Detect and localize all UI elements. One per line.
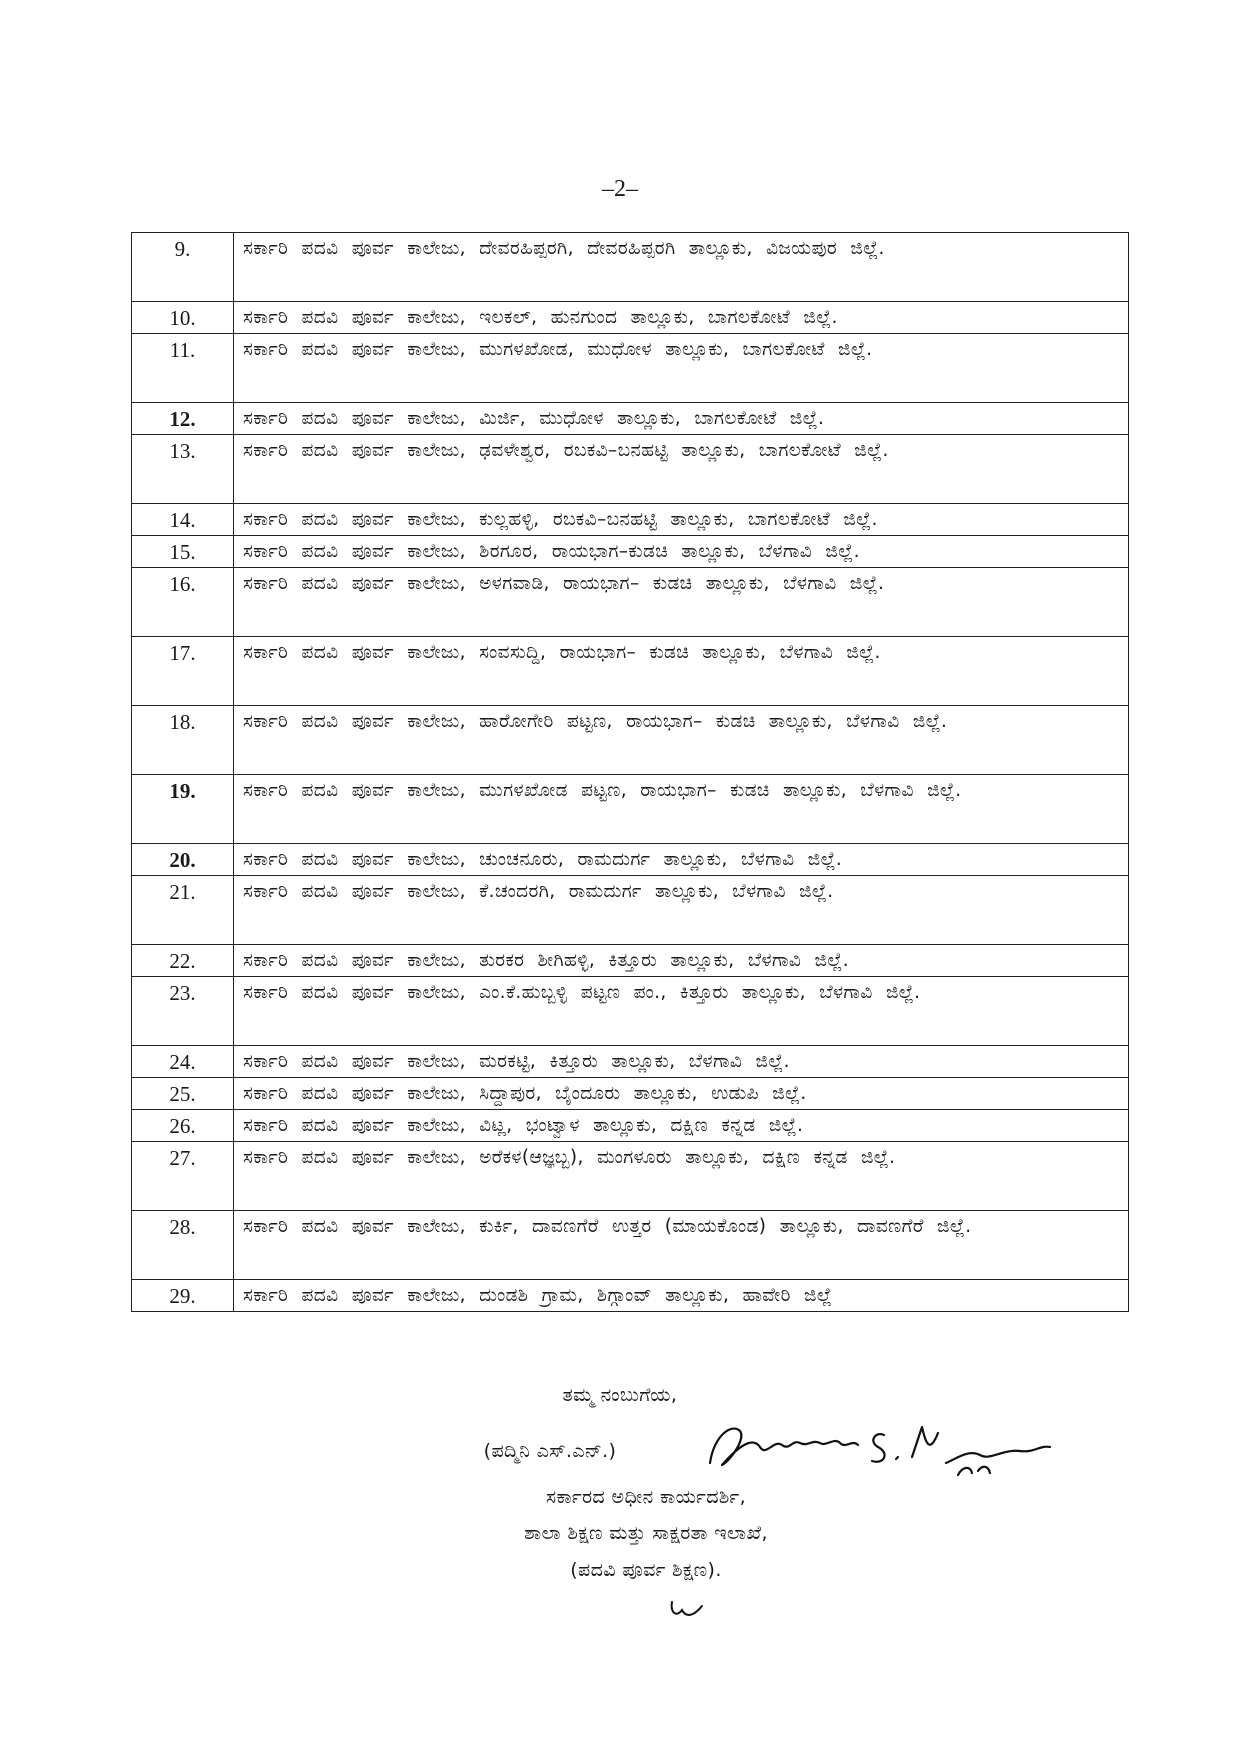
- entry-number: 25.: [132, 1078, 234, 1110]
- entry-text: ಸರ್ಕಾರಿ ಪದವಿ ಪೂರ್ವ ಕಾಲೇಜು, ತುರಕರ ಶೀಗಿಹಳ್ಳಿ, ಕಿತ್ತೂರು ತಾಲ್ಲೂಕು, ಬೆಳಗಾವಿ ಜಿಲ್ಲೆ.: [234, 945, 1129, 977]
- entry-number: 9.: [132, 233, 234, 302]
- entry-text: ಸರ್ಕಾರಿ ಪದವಿ ಪೂರ್ವ ಕಾಲೇಜು, ಸಂವಸುದ್ದಿ, ರಾಯಭಾಗ– ಕುಡಚಿ ತಾಲ್ಲೂಕು, ಬೆಳಗಾವಿ ಜಿಲ್ಲೆ.: [234, 637, 1129, 706]
- entry-text: ಸರ್ಕಾರಿ ಪದವಿ ಪೂರ್ವ ಕಾಲೇಜು, ಎಂ.ಕೆ.ಹುಬ್ಬಳ್ಳಿ ಪಟ್ಟಣ ಪಂ., ಕಿತ್ತೂರು ತಾಲ್ಲೂಕು, ಬೆಳಗಾವಿ ಜಿಲ್ಲೆ.: [234, 977, 1129, 1046]
- table-row: [132, 945, 1129, 977]
- entry-text: ಸರ್ಕಾರಿ ಪದವಿ ಪೂರ್ವ ಕಾಲೇಜು, ಢವಳೇಶ್ವರ, ರಬಕವಿ–ಬನಹಟ್ಟಿ ತಾಲ್ಲೂಕು, ಬಾಗಲಕೋಟೆ ಜಿಲ್ಲೆ.: [234, 435, 1129, 504]
- entry-number: 13.: [132, 435, 234, 504]
- entry-text: ಸರ್ಕಾರಿ ಪದವಿ ಪೂರ್ವ ಕಾಲೇಜು, ಕೆ.ಚಂದರಗಿ, ರಾಮದುರ್ಗ ತಾಲ್ಲೂಕು, ಬೆಳಗಾವಿ ಜಿಲ್ಲೆ.: [234, 876, 1129, 945]
- table-row: [132, 876, 1129, 945]
- entry-number: 16.: [132, 568, 234, 637]
- entry-text: ಸರ್ಕಾರಿ ಪದವಿ ಪೂರ್ವ ಕಾಲೇಜು, ಮುಗಳಖೋಡ, ಮುಧೋಳ ತಾಲ್ಲೂಕು, ಬಾಗಲಕೋಟೆ ಜಿಲ್ಲೆ.: [234, 334, 1129, 403]
- table-row: [132, 1280, 1129, 1312]
- table-row: [132, 302, 1129, 334]
- table-row: [132, 435, 1129, 504]
- entry-text: ಸರ್ಕಾರಿ ಪದವಿ ಪೂರ್ವ ಕಾಲೇಜು, ಮರಕಟ್ಟಿ, ಕಿತ್ತೂರು ತಾಲ್ಲೂಕು, ಬೆಳಗಾವಿ ಜಿಲ್ಲೆ.: [234, 1046, 1129, 1078]
- entry-text: ಸರ್ಕಾರಿ ಪದವಿ ಪೂರ್ವ ಕಾಲೇಜು, ಅಳಗವಾಡಿ, ರಾಯಭಾಗ– ಕುಡಚಿ ತಾಲ್ಲೂಕು, ಬೆಳಗಾವಿ ಜಿಲ್ಲೆ.: [234, 568, 1129, 637]
- table-row: [132, 844, 1129, 876]
- entry-number: 15.: [132, 536, 234, 568]
- signatory-department: ಶಾಲಾ ಶಿಕ್ಷಣ ಮತ್ತು ಸಾಕ್ಷರತಾ ಇಲಾಖೆ,: [524, 1522, 768, 1544]
- entry-text: ಸರ್ಕಾರಿ ಪದವಿ ಪೂರ್ವ ಕಾಲೇಜು, ಅರೆಕಳ(ಆಜ್ಞಬ್ಬ), ಮಂಗಳೂರು ತಾಲ್ಲೂಕು, ದಕ್ಷಿಣ ಕನ್ನಡ ಜಿಲ್ಲೆ.: [234, 1142, 1129, 1211]
- table-row: [132, 1211, 1129, 1280]
- entry-number: 23.: [132, 977, 234, 1046]
- entry-number: 18.: [132, 706, 234, 775]
- salutation: ತಮ್ಮ ನಂಬುಗೆಯ,: [562, 1384, 678, 1406]
- entry-number: 24.: [132, 1046, 234, 1078]
- table-row: [132, 775, 1129, 844]
- entry-text: ಸರ್ಕಾರಿ ಪದವಿ ಪೂರ್ವ ಕಾಲೇಜು, ಚುಂಚನೂರು, ರಾಮದುರ್ಗ ತಾಲ್ಲೂಕು, ಬೆಳಗಾವಿ ಜಿಲ್ಲೆ.: [234, 844, 1129, 876]
- table-row: [132, 1110, 1129, 1142]
- table-row: [132, 637, 1129, 706]
- entry-number: 20.: [132, 844, 234, 876]
- entry-number: 26.: [132, 1110, 234, 1142]
- entry-number: 22.: [132, 945, 234, 977]
- entry-number: 29.: [132, 1280, 234, 1312]
- entry-text: ಸರ್ಕಾರಿ ಪದವಿ ಪೂರ್ವ ಕಾಲೇಜು, ಮಿರ್ಜಿ, ಮುಧೋಳ ತಾಲ್ಲೂಕು, ಬಾಗಲಕೋಟೆ ಜಿಲ್ಲೆ.: [234, 403, 1129, 435]
- entry-number: 28.: [132, 1211, 234, 1280]
- table-row: [132, 334, 1129, 403]
- entry-text: ಸರ್ಕಾರಿ ಪದವಿ ಪೂರ್ವ ಕಾಲೇಜು, ದೇವರಹಿಪ್ಪರಗಿ, ದೇವರಹಿಪ್ಪರಗಿ ತಾಲ್ಲೂಕು, ವಿಜಯಪುರ ಜಿಲ್ಲೆ.: [234, 233, 1129, 302]
- entry-number: 11.: [132, 334, 234, 403]
- table-row: [132, 1142, 1129, 1211]
- table-row: [132, 568, 1129, 637]
- table-row: [132, 536, 1129, 568]
- entry-text: ಸರ್ಕಾರಿ ಪದವಿ ಪೂರ್ವ ಕಾಲೇಜು, ಕುರ್ಕಿ, ದಾವಣಗೆರೆ ಉತ್ತರ (ಮಾಯಕೊಂಡ) ತಾಲ್ಲೂಕು, ದಾವಣಗೆರೆ ಜಿಲ್ಲೆ.: [234, 1211, 1129, 1280]
- table-row: [132, 1078, 1129, 1110]
- entry-number: 14.: [132, 504, 234, 536]
- signatory-designation: ಸರ್ಕಾರದ ಅಧೀನ ಕಾರ್ಯದರ್ಶಿ,: [545, 1486, 747, 1508]
- table-row: [132, 706, 1129, 775]
- signatory-name: (ಪದ್ಮಿನಿ ಎಸ್.ಎನ್.): [483, 1440, 617, 1462]
- entry-number: 27.: [132, 1142, 234, 1211]
- table-row: [132, 403, 1129, 435]
- handwritten-initial-mark: [668, 1598, 708, 1622]
- entry-text: ಸರ್ಕಾರಿ ಪದವಿ ಪೂರ್ವ ಕಾಲೇಜು, ಕುಲ್ಲಹಳ್ಳಿ, ರಬಕವಿ–ಬನಹಟ್ಟಿ ತಾಲ್ಲೂಕು, ಬಾಗಲಕೋಟೆ ಜಿಲ್ಲೆ.: [234, 504, 1129, 536]
- entry-text: ಸರ್ಕಾರಿ ಪದವಿ ಪೂರ್ವ ಕಾಲೇಜು, ವಿಟ್ಲ, ಭಂಟ್ವಾಳ ತಾಲ್ಲೂಕು, ದಕ್ಷಿಣ ಕನ್ನಡ ಜಿಲ್ಲೆ.: [234, 1110, 1129, 1142]
- college-list-table: [131, 232, 1129, 1312]
- entry-text: ಸರ್ಕಾರಿ ಪದವಿ ಪೂರ್ವ ಕಾಲೇಜು, ಮುಗಳಖೋಡ ಪಟ್ಟಣ, ರಾಯಭಾಗ– ಕುಡಚಿ ತಾಲ್ಲೂಕು, ಬೆಳಗಾವಿ ಜಿಲ್ಲೆ.: [234, 775, 1129, 844]
- entry-text: ಸರ್ಕಾರಿ ಪದವಿ ಪೂರ್ವ ಕಾಲೇಜು, ಸಿದ್ದಾಪುರ, ಬೈಂದೂರು ತಾಲ್ಲೂಕು, ಉಡುಪಿ ಜಿಲ್ಲೆ.: [234, 1078, 1129, 1110]
- signatory-section: (ಪದವಿ ಪೂರ್ವ ಶಿಕ್ಷಣ).: [570, 1559, 722, 1581]
- table-row: [132, 1046, 1129, 1078]
- entry-number: 21.: [132, 876, 234, 945]
- entry-text: ಸರ್ಕಾರಿ ಪದವಿ ಪೂರ್ವ ಕಾಲೇಜು, ಇಲಕಲ್, ಹುನಗುಂದ ತಾಲ್ಲೂಕು, ಬಾಗಲಕೋಟೆ ಜಿಲ್ಲೆ.: [234, 302, 1129, 334]
- entry-number: 19.: [132, 775, 234, 844]
- entry-text: ಸರ್ಕಾರಿ ಪದವಿ ಪೂರ್ವ ಕಾಲೇಜು, ದುಂಡಶಿ ಗ್ರಾಮ, ಶಿಗ್ಗಾಂವ್ ತಾಲ್ಲೂಕು, ಹಾವೇರಿ ಜಿಲ್ಲೆ: [234, 1280, 1129, 1312]
- entry-number: 12.: [132, 403, 234, 435]
- table-row: [132, 977, 1129, 1046]
- entry-text: ಸರ್ಕಾರಿ ಪದವಿ ಪೂರ್ವ ಕಾಲೇಜು, ಹಾರೋಗೇರಿ ಪಟ್ಟಣ, ರಾಯಭಾಗ– ಕುಡಚಿ ತಾಲ್ಲೂಕು, ಬೆಳಗಾವಿ ಜಿಲ್ಲೆ.: [234, 706, 1129, 775]
- entry-number: 17.: [132, 637, 234, 706]
- entry-number: 10.: [132, 302, 234, 334]
- page-number: –2–: [602, 176, 638, 202]
- table-row: [132, 233, 1129, 302]
- entry-text: ಸರ್ಕಾರಿ ಪದವಿ ಪೂರ್ವ ಕಾಲೇಜು, ಶಿರಗೂರ, ರಾಯಭಾಗ–ಕುಡಚಿ ತಾಲ್ಲೂಕು, ಬೆಳಗಾವಿ ಜಿಲ್ಲೆ.: [234, 536, 1129, 568]
- table-row: [132, 504, 1129, 536]
